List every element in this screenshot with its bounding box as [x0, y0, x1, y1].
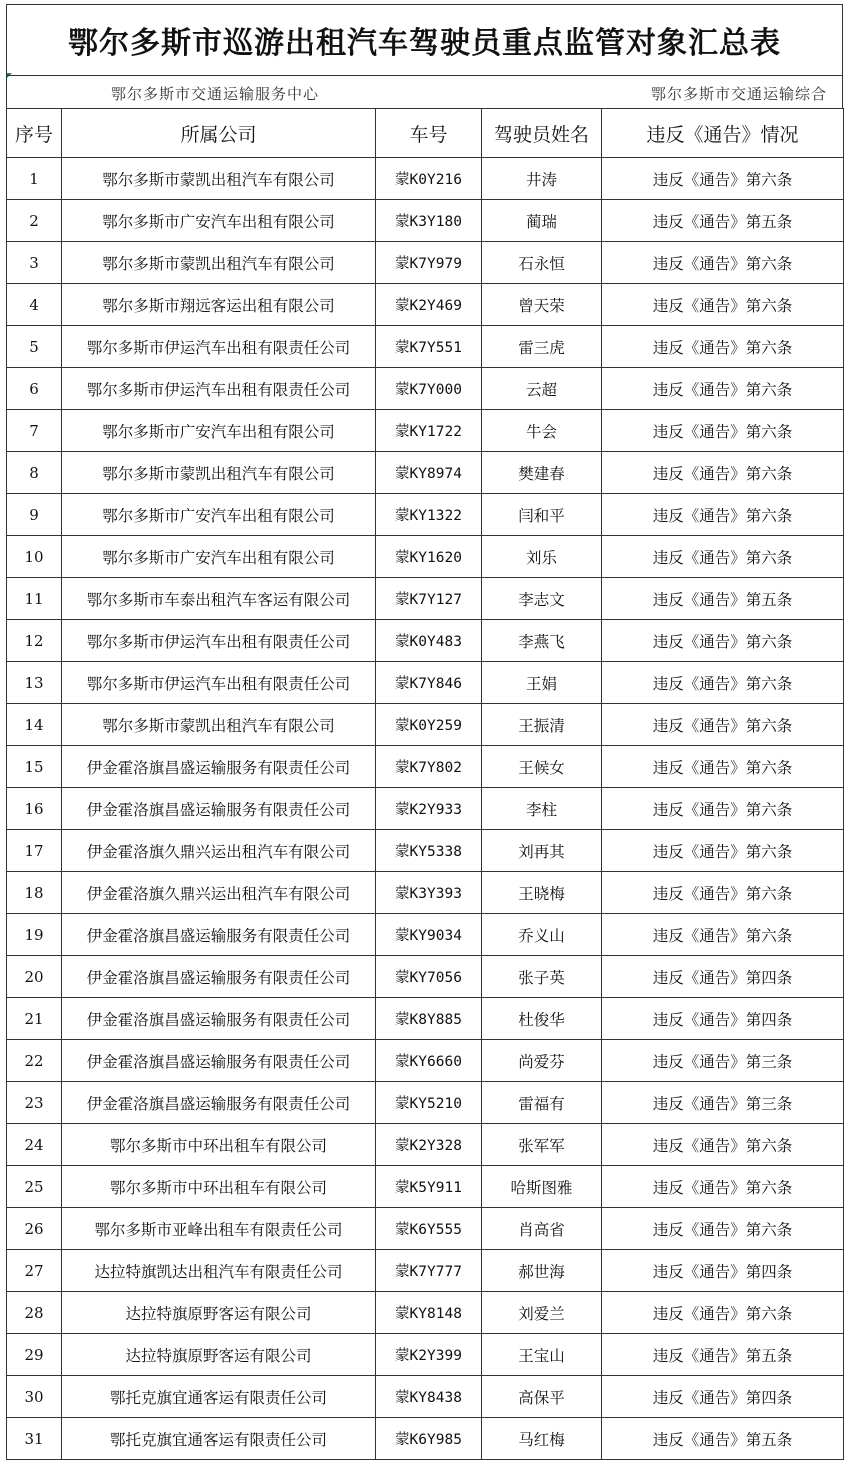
column-header-company: 所属公司 — [62, 109, 376, 158]
index-cell: 22 — [7, 1040, 62, 1082]
plate-cell: 蒙KY9034 — [376, 914, 482, 956]
plate-cell: 蒙KY1722 — [376, 410, 482, 452]
plate-cell: 蒙KY1322 — [376, 494, 482, 536]
index-cell: 12 — [7, 620, 62, 662]
company-cell: 鄂尔多斯市中环出租车有限公司 — [62, 1124, 376, 1166]
index-cell: 26 — [7, 1208, 62, 1250]
violation-cell: 违反《通告》第六条 — [602, 872, 844, 914]
driver-cell: 雷三虎 — [482, 326, 602, 368]
subtitle-right: 鄂尔多斯市交通运输综合 — [651, 85, 828, 103]
driver-cell: 张军军 — [482, 1124, 602, 1166]
table-row — [7, 788, 844, 830]
index-cell: 19 — [7, 914, 62, 956]
violation-cell: 违反《通告》第六条 — [602, 1124, 844, 1166]
driver-cell: 杜俊华 — [482, 998, 602, 1040]
driver-cell: 尚爱芬 — [482, 1040, 602, 1082]
driver-cell: 闫和平 — [482, 494, 602, 536]
driver-cell: 雷福有 — [482, 1082, 602, 1124]
table-row — [7, 704, 844, 746]
index-cell: 23 — [7, 1082, 62, 1124]
violation-cell: 违反《通告》第六条 — [602, 158, 844, 200]
violation-cell: 违反《通告》第五条 — [602, 578, 844, 620]
table-row — [7, 242, 844, 284]
company-cell: 鄂尔多斯市广安汽车出租有限公司 — [62, 410, 376, 452]
table-row — [7, 998, 844, 1040]
plate-cell: 蒙KY1620 — [376, 536, 482, 578]
table-row — [7, 200, 844, 242]
plate-cell: 蒙K7Y802 — [376, 746, 482, 788]
index-cell: 1 — [7, 158, 62, 200]
subtitle-row — [6, 75, 843, 108]
plate-cell: 蒙KY5338 — [376, 830, 482, 872]
company-cell: 鄂尔多斯市广安汽车出租有限公司 — [62, 200, 376, 242]
index-cell: 27 — [7, 1250, 62, 1292]
index-cell: 11 — [7, 578, 62, 620]
driver-cell: 井涛 — [482, 158, 602, 200]
table-row — [7, 284, 844, 326]
table-title — [6, 4, 843, 75]
company-cell: 伊金霍洛旗昌盛运输服务有限责任公司 — [62, 1082, 376, 1124]
company-cell: 鄂尔多斯市中环出租车有限公司 — [62, 1166, 376, 1208]
table-row — [7, 578, 844, 620]
company-cell: 鄂尔多斯市蒙凯出租汽车有限公司 — [62, 158, 376, 200]
subtitle-left: 鄂尔多斯市交通运输服务中心 — [111, 85, 320, 103]
index-cell: 8 — [7, 452, 62, 494]
index-cell: 20 — [7, 956, 62, 998]
plate-cell: 蒙K3Y393 — [376, 872, 482, 914]
company-cell: 鄂尔多斯市伊运汽车出租有限责任公司 — [62, 326, 376, 368]
company-cell: 鄂尔多斯市广安汽车出租有限公司 — [62, 536, 376, 578]
table-row — [7, 1334, 844, 1376]
index-cell: 25 — [7, 1166, 62, 1208]
plate-cell: 蒙K6Y555 — [376, 1208, 482, 1250]
plate-cell: 蒙KY7056 — [376, 956, 482, 998]
violation-cell: 违反《通告》第六条 — [602, 704, 844, 746]
index-cell: 30 — [7, 1376, 62, 1418]
table-row — [7, 956, 844, 998]
header-row — [7, 109, 844, 158]
driver-cell: 张子英 — [482, 956, 602, 998]
company-cell: 鄂尔多斯市蒙凯出租汽车有限公司 — [62, 704, 376, 746]
table-row — [7, 746, 844, 788]
index-cell: 2 — [7, 200, 62, 242]
table-row — [7, 662, 844, 704]
company-cell: 伊金霍洛旗昌盛运输服务有限责任公司 — [62, 788, 376, 830]
table-row — [7, 452, 844, 494]
plate-cell: 蒙K7Y846 — [376, 662, 482, 704]
company-cell: 鄂托克旗宜通客运有限责任公司 — [62, 1418, 376, 1460]
plate-cell: 蒙K2Y469 — [376, 284, 482, 326]
index-cell: 14 — [7, 704, 62, 746]
table-row — [7, 1208, 844, 1250]
index-cell: 15 — [7, 746, 62, 788]
index-cell: 7 — [7, 410, 62, 452]
column-header-violation: 违反《通告》情况 — [602, 109, 844, 158]
violation-cell: 违反《通告》第六条 — [602, 452, 844, 494]
driver-cell: 蔺瑞 — [482, 200, 602, 242]
violation-cell: 违反《通告》第六条 — [602, 620, 844, 662]
spreadsheet — [6, 4, 843, 1460]
table-row — [7, 1250, 844, 1292]
company-cell: 达拉特旗凯达出租汽车有限责任公司 — [62, 1250, 376, 1292]
table-row — [7, 1040, 844, 1082]
company-cell: 伊金霍洛旗昌盛运输服务有限责任公司 — [62, 746, 376, 788]
company-cell: 鄂托克旗宜通客运有限责任公司 — [62, 1376, 376, 1418]
violation-cell: 违反《通告》第六条 — [602, 746, 844, 788]
plate-cell: 蒙K2Y328 — [376, 1124, 482, 1166]
index-cell: 9 — [7, 494, 62, 536]
plate-cell: 蒙K7Y777 — [376, 1250, 482, 1292]
driver-cell: 王晓梅 — [482, 872, 602, 914]
table-row — [7, 494, 844, 536]
title-text: 鄂尔多斯市巡游出租汽车驾驶员重点监管对象汇总表 — [68, 26, 781, 61]
company-cell: 鄂尔多斯市蒙凯出租汽车有限公司 — [62, 452, 376, 494]
violation-cell: 违反《通告》第六条 — [602, 368, 844, 410]
driver-cell: 石永恒 — [482, 242, 602, 284]
column-header-driver: 驾驶员姓名 — [482, 109, 602, 158]
plate-cell: 蒙KY8148 — [376, 1292, 482, 1334]
company-cell: 伊金霍洛旗昌盛运输服务有限责任公司 — [62, 998, 376, 1040]
column-header-plate: 车号 — [376, 109, 482, 158]
index-cell: 21 — [7, 998, 62, 1040]
violation-cell: 违反《通告》第五条 — [602, 1334, 844, 1376]
table-row — [7, 1124, 844, 1166]
violation-cell: 违反《通告》第六条 — [602, 242, 844, 284]
driver-cell: 樊建春 — [482, 452, 602, 494]
company-cell: 鄂尔多斯市伊运汽车出租有限责任公司 — [62, 662, 376, 704]
plate-cell: 蒙K2Y933 — [376, 788, 482, 830]
violation-cell: 违反《通告》第三条 — [602, 1082, 844, 1124]
violation-cell: 违反《通告》第六条 — [602, 494, 844, 536]
driver-cell: 哈斯图雅 — [482, 1166, 602, 1208]
violation-cell: 违反《通告》第四条 — [602, 998, 844, 1040]
driver-cell: 云超 — [482, 368, 602, 410]
plate-cell: 蒙K5Y911 — [376, 1166, 482, 1208]
table-row — [7, 536, 844, 578]
index-cell: 29 — [7, 1334, 62, 1376]
table-row — [7, 1292, 844, 1334]
index-cell: 4 — [7, 284, 62, 326]
driver-cell: 郝世海 — [482, 1250, 602, 1292]
table-row — [7, 830, 844, 872]
plate-cell: 蒙K0Y259 — [376, 704, 482, 746]
plate-cell: 蒙K8Y885 — [376, 998, 482, 1040]
plate-cell: 蒙K6Y985 — [376, 1418, 482, 1460]
plate-cell: 蒙K0Y483 — [376, 620, 482, 662]
driver-cell: 王娟 — [482, 662, 602, 704]
driver-cell: 李燕飞 — [482, 620, 602, 662]
table-row — [7, 914, 844, 956]
index-cell: 17 — [7, 830, 62, 872]
table-row — [7, 410, 844, 452]
index-cell: 16 — [7, 788, 62, 830]
company-cell: 达拉特旗原野客运有限公司 — [62, 1334, 376, 1376]
violation-cell: 违反《通告》第四条 — [602, 1376, 844, 1418]
plate-cell: 蒙KY6660 — [376, 1040, 482, 1082]
company-cell: 鄂尔多斯市亚峰出租车有限责任公司 — [62, 1208, 376, 1250]
index-cell: 6 — [7, 368, 62, 410]
table-body — [7, 158, 844, 1460]
violation-cell: 违反《通告》第六条 — [602, 326, 844, 368]
violation-cell: 违反《通告》第六条 — [602, 284, 844, 326]
plate-cell: 蒙K7Y979 — [376, 242, 482, 284]
violation-cell: 违反《通告》第六条 — [602, 536, 844, 578]
index-cell: 31 — [7, 1418, 62, 1460]
company-cell: 伊金霍洛旗昌盛运输服务有限责任公司 — [62, 914, 376, 956]
driver-cell: 王宝山 — [482, 1334, 602, 1376]
plate-cell: 蒙K7Y551 — [376, 326, 482, 368]
violation-cell: 违反《通告》第六条 — [602, 662, 844, 704]
driver-cell: 刘乐 — [482, 536, 602, 578]
violation-cell: 违反《通告》第三条 — [602, 1040, 844, 1082]
violation-cell: 违反《通告》第五条 — [602, 1418, 844, 1460]
driver-cell: 李柱 — [482, 788, 602, 830]
plate-cell: 蒙K3Y180 — [376, 200, 482, 242]
plate-cell: 蒙KY8974 — [376, 452, 482, 494]
violation-cell: 违反《通告》第六条 — [602, 1292, 844, 1334]
violation-cell: 违反《通告》第六条 — [602, 788, 844, 830]
index-cell: 10 — [7, 536, 62, 578]
column-header-index: 序号 — [7, 109, 62, 158]
driver-cell: 肖高省 — [482, 1208, 602, 1250]
company-cell: 鄂尔多斯市伊运汽车出租有限责任公司 — [62, 620, 376, 662]
index-cell: 3 — [7, 242, 62, 284]
company-cell: 达拉特旗原野客运有限公司 — [62, 1292, 376, 1334]
table-row — [7, 1082, 844, 1124]
plate-cell: 蒙KY8438 — [376, 1376, 482, 1418]
plate-cell: 蒙KY5210 — [376, 1082, 482, 1124]
company-cell: 鄂尔多斯市蒙凯出租汽车有限公司 — [62, 242, 376, 284]
driver-cell: 马红梅 — [482, 1418, 602, 1460]
violation-cell: 违反《通告》第四条 — [602, 1250, 844, 1292]
violation-cell: 违反《通告》第六条 — [602, 914, 844, 956]
company-cell: 鄂尔多斯市广安汽车出租有限公司 — [62, 494, 376, 536]
violation-cell: 违反《通告》第六条 — [602, 410, 844, 452]
company-cell: 伊金霍洛旗久鼎兴运出租汽车有限公司 — [62, 872, 376, 914]
data-table — [6, 108, 844, 1460]
plate-cell: 蒙K7Y127 — [376, 578, 482, 620]
index-cell: 18 — [7, 872, 62, 914]
violation-cell: 违反《通告》第六条 — [602, 1166, 844, 1208]
table-row — [7, 326, 844, 368]
table-row — [7, 1166, 844, 1208]
plate-cell: 蒙K2Y399 — [376, 1334, 482, 1376]
table-row — [7, 368, 844, 410]
violation-cell: 违反《通告》第六条 — [602, 830, 844, 872]
table-row — [7, 1376, 844, 1418]
table-row — [7, 620, 844, 662]
driver-cell: 牛会 — [482, 410, 602, 452]
driver-cell: 刘爱兰 — [482, 1292, 602, 1334]
plate-cell: 蒙K0Y216 — [376, 158, 482, 200]
index-cell: 5 — [7, 326, 62, 368]
driver-cell: 王振清 — [482, 704, 602, 746]
table-row — [7, 1418, 844, 1460]
table-row — [7, 158, 844, 200]
driver-cell: 高保平 — [482, 1376, 602, 1418]
violation-cell: 违反《通告》第四条 — [602, 956, 844, 998]
driver-cell: 刘再其 — [482, 830, 602, 872]
driver-cell: 乔义山 — [482, 914, 602, 956]
company-cell: 鄂尔多斯市伊运汽车出租有限责任公司 — [62, 368, 376, 410]
company-cell: 鄂尔多斯市翔远客运出租有限公司 — [62, 284, 376, 326]
company-cell: 伊金霍洛旗昌盛运输服务有限责任公司 — [62, 956, 376, 998]
table-row — [7, 872, 844, 914]
plate-cell: 蒙K7Y000 — [376, 368, 482, 410]
company-cell: 鄂尔多斯市车泰出租汽车客运有限公司 — [62, 578, 376, 620]
driver-cell: 李志文 — [482, 578, 602, 620]
driver-cell: 王候女 — [482, 746, 602, 788]
driver-cell: 曾天荣 — [482, 284, 602, 326]
violation-cell: 违反《通告》第五条 — [602, 200, 844, 242]
company-cell: 伊金霍洛旗昌盛运输服务有限责任公司 — [62, 1040, 376, 1082]
violation-cell: 违反《通告》第六条 — [602, 1208, 844, 1250]
index-cell: 13 — [7, 662, 62, 704]
company-cell: 伊金霍洛旗久鼎兴运出租汽车有限公司 — [62, 830, 376, 872]
index-cell: 24 — [7, 1124, 62, 1166]
index-cell: 28 — [7, 1292, 62, 1334]
